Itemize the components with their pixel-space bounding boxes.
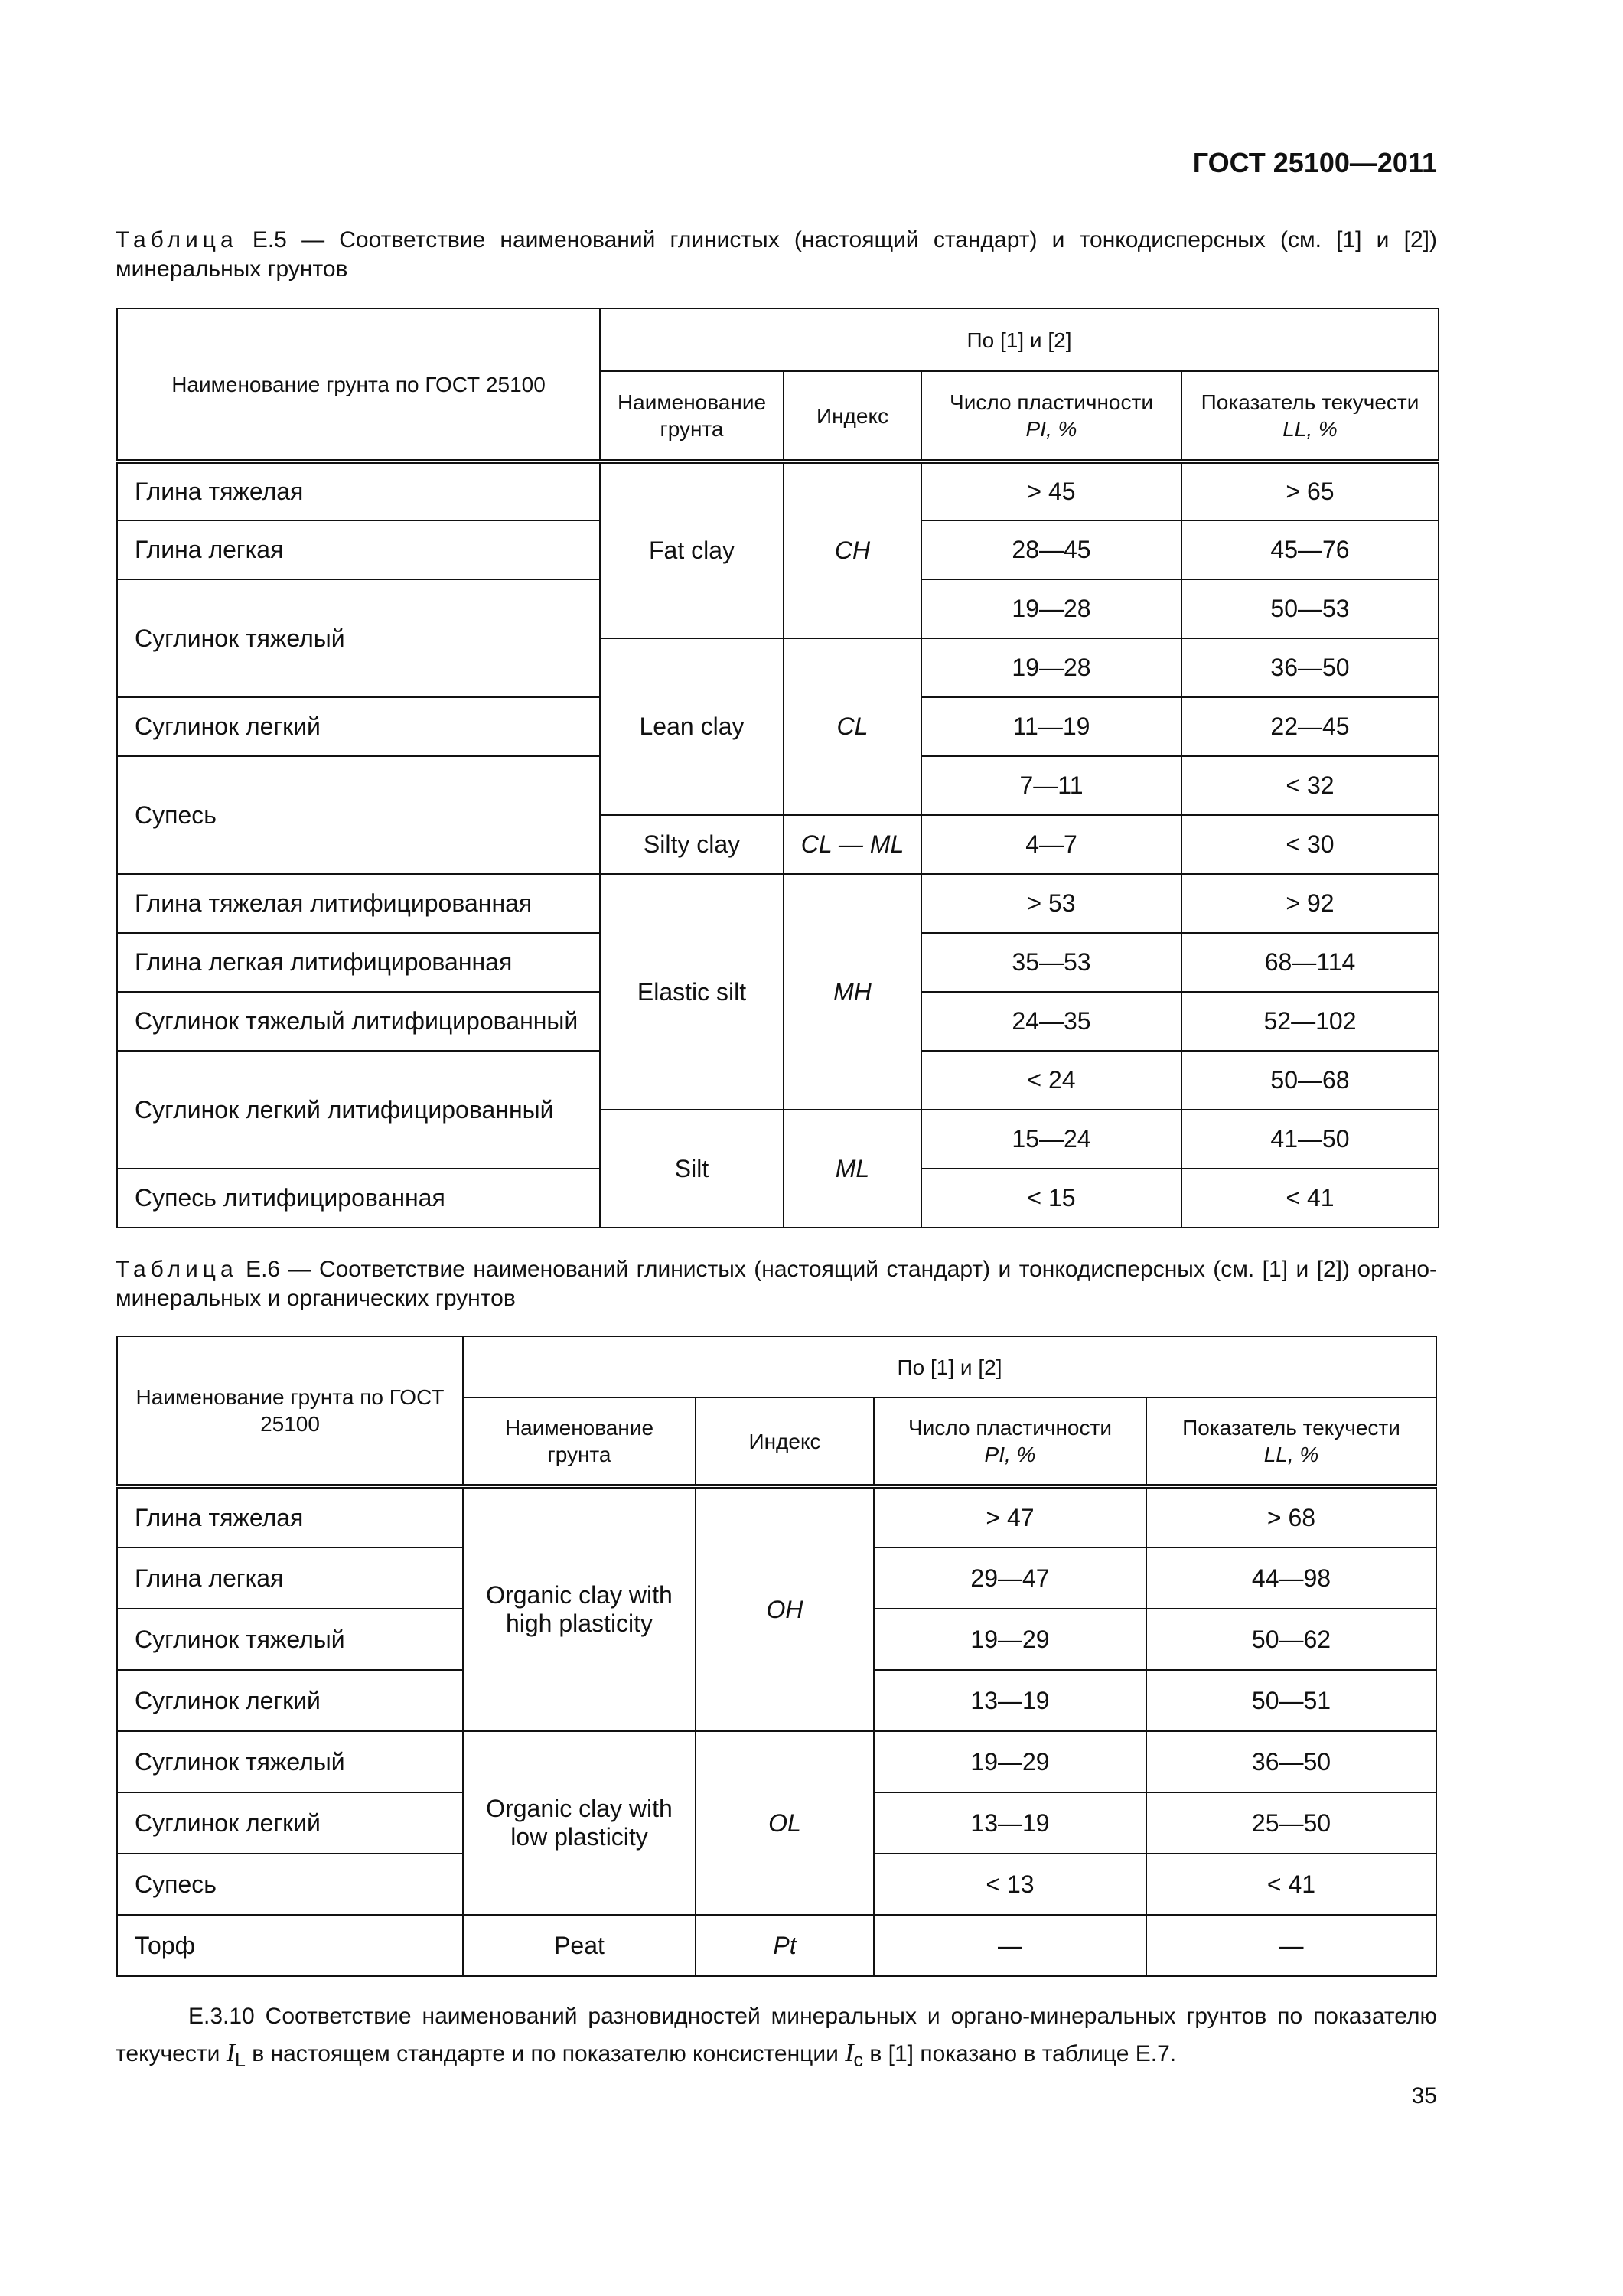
ll-cell: > 65 (1181, 461, 1439, 520)
soil-name-cell: Глина легкая литифицированная (117, 933, 600, 992)
soil-name-cell: Супесь литифицированная (117, 1169, 600, 1228)
table6-caption-label: Таблица (116, 1257, 238, 1282)
table-header-row (117, 1336, 1436, 1397)
table5-caption-label: Таблица (116, 227, 238, 253)
group-index-cell: CH (784, 461, 921, 638)
paragraph-e3-10: Е.3.10 Соответствие наименований разновидностей минеральных и органо-минеральных грунтов по показателю текучести $I_L$ в настоящем стандарте и по показателю консистенции $I_c$ в [1] показано в таблице Е.7. (116, 2004, 1437, 2071)
col-header-name: Наименование грунта (600, 371, 784, 461)
col-header-pi: Число пластичности PI, % (921, 371, 1181, 461)
ll-cell: 45—76 (1181, 520, 1439, 579)
soil-name-cell: Суглинок легкий литифицированный (117, 1051, 600, 1169)
table-row (117, 1731, 1436, 1792)
ll-cell: 50—68 (1181, 1051, 1439, 1110)
ll-cell: 36—50 (1181, 638, 1439, 697)
group-index-cell: OL (696, 1731, 874, 1915)
group-name-cell: Organic clay with low plasticity (463, 1731, 696, 1915)
ll-cell: 52—102 (1181, 992, 1439, 1051)
col-header-group: По [1] и [2] (600, 308, 1439, 371)
soil-name-cell: Суглинок тяжелый (117, 1731, 463, 1792)
group-name-cell: Peat (463, 1915, 696, 1976)
group-index-cell: OH (696, 1486, 874, 1731)
soil-name-cell: Глина тяжелая (117, 1486, 463, 1548)
pi-cell: 4—7 (921, 815, 1181, 874)
ll-cell: < 41 (1146, 1854, 1436, 1915)
group-name-cell: Lean clay (600, 638, 784, 815)
ll-cell: 50—51 (1146, 1670, 1436, 1731)
ll-cell: — (1146, 1915, 1436, 1976)
pi-cell: < 13 (874, 1854, 1146, 1915)
ll-cell: < 41 (1181, 1169, 1439, 1228)
soil-name-cell: Глина тяжелая литифицированная (117, 874, 600, 933)
ll-cell: > 92 (1181, 874, 1439, 933)
ll-cell: < 32 (1181, 756, 1439, 815)
soil-name-cell: Суглинок тяжелый литифицированный (117, 992, 600, 1051)
document-header: ГОСТ 25100—2011 (1192, 147, 1437, 178)
pi-cell: > 53 (921, 874, 1181, 933)
table-row (117, 1915, 1436, 1976)
soil-name-cell: Суглинок легкий (117, 1670, 463, 1731)
table6-caption-text: Е.6 — Соответствие наименований глинистых (настоящий стандарт) и тонкодисперсных (см. [1] и [2]) органо-минеральных и органических грунтов (116, 1257, 1437, 1311)
soil-name-cell: Суглинок легкий (117, 1792, 463, 1854)
pi-cell: — (874, 1915, 1146, 1976)
pi-cell: > 45 (921, 461, 1181, 520)
group-name-cell: Fat clay (600, 461, 784, 638)
pi-cell: 11—19 (921, 697, 1181, 756)
pi-cell: 15—24 (921, 1110, 1181, 1169)
group-index-cell: Pt (696, 1915, 874, 1976)
pi-cell: 19—29 (874, 1731, 1146, 1792)
pi-cell: 7—11 (921, 756, 1181, 815)
group-index-cell: CL (784, 638, 921, 815)
soil-name-cell: Глина легкая (117, 1548, 463, 1609)
soil-name-cell: Суглинок тяжелый (117, 1609, 463, 1670)
col-header-soil-name: Наименование грунта по ГОСТ 25100 (117, 1336, 463, 1486)
col-header-soil-name: Наименование грунта по ГОСТ 25100 (117, 308, 600, 461)
pi-cell: 19—28 (921, 579, 1181, 638)
group-name-cell: Silt (600, 1110, 784, 1228)
pi-cell: 19—28 (921, 638, 1181, 697)
pi-cell: 24—35 (921, 992, 1181, 1051)
ll-cell: 68—114 (1181, 933, 1439, 992)
ll-cell: 50—62 (1146, 1609, 1436, 1670)
pi-cell: < 24 (921, 1051, 1181, 1110)
pi-cell: 29—47 (874, 1548, 1146, 1609)
table-header-row (117, 308, 1439, 371)
group-name-cell: Silty clay (600, 815, 784, 874)
pi-cell: 35—53 (921, 933, 1181, 992)
ll-cell: 25—50 (1146, 1792, 1436, 1854)
col-header-index: Индекс (696, 1397, 874, 1486)
soil-name-cell: Глина тяжелая (117, 461, 600, 520)
pi-cell: < 15 (921, 1169, 1181, 1228)
ll-cell: 36—50 (1146, 1731, 1436, 1792)
ll-cell: 41—50 (1181, 1110, 1439, 1169)
table-e6 (116, 1336, 1437, 1977)
col-header-pi: Число пластичности PI, % (874, 1397, 1146, 1486)
ll-cell: < 30 (1181, 815, 1439, 874)
col-header-name: Наименование грунта (463, 1397, 696, 1486)
group-name-cell: Organic clay with high plasticity (463, 1486, 696, 1731)
pi-cell: 19—29 (874, 1609, 1146, 1670)
table5-caption-text: Е.5 — Соответствие наименований глинистых (настоящий стандарт) и тонкодисперсных (см. [1] и [2]) минеральных грунтов (116, 227, 1437, 282)
pi-cell: > 47 (874, 1486, 1146, 1548)
group-index-cell: MH (784, 874, 921, 1110)
table-row (117, 1486, 1436, 1548)
group-name-cell: Elastic silt (600, 874, 784, 1110)
soil-name-cell: Супесь (117, 756, 600, 874)
table-row (117, 461, 1439, 520)
col-header-ll: Показатель текучести LL, % (1146, 1397, 1436, 1486)
soil-name-cell: Торф (117, 1915, 463, 1976)
group-index-cell: ML (784, 1110, 921, 1228)
pi-cell: 28—45 (921, 520, 1181, 579)
table6-caption (116, 1255, 1437, 1313)
soil-name-cell: Суглинок легкий (117, 697, 600, 756)
col-header-ll: Показатель текучести LL, % (1181, 371, 1439, 461)
soil-name-cell: Глина легкая (117, 520, 600, 579)
page-number: 35 (1411, 2083, 1437, 2108)
table-e5 (116, 308, 1439, 1228)
soil-name-cell: Суглинок тяжелый (117, 579, 600, 697)
table5-caption (116, 226, 1437, 283)
group-index-cell: CL — ML (784, 815, 921, 874)
pi-cell: 13—19 (874, 1792, 1146, 1854)
ll-cell: 50—53 (1181, 579, 1439, 638)
ll-cell: 44—98 (1146, 1548, 1436, 1609)
col-header-index: Индекс (784, 371, 921, 461)
col-header-group: По [1] и [2] (463, 1336, 1436, 1397)
table-row (117, 874, 1439, 933)
pi-cell: 13—19 (874, 1670, 1146, 1731)
soil-name-cell: Супесь (117, 1854, 463, 1915)
ll-cell: > 68 (1146, 1486, 1436, 1548)
ll-cell: 22—45 (1181, 697, 1439, 756)
